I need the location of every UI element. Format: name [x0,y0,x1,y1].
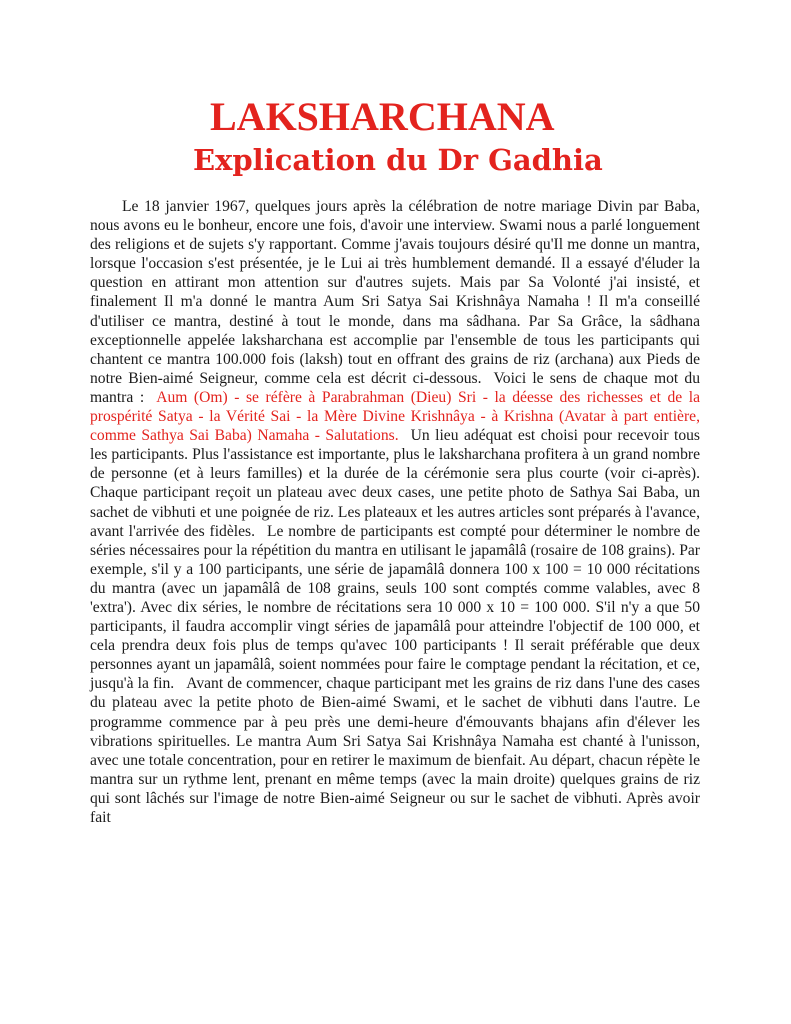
body-text [90,197,700,827]
paragraph-4: Le nombre de participants est compté pour déterminer le nombre de séries nécessaires pour la répétition du mantra en utilisant le japamâlâ (rosaire de 108 grains). Par exemple, s'il y a 100 participants, une série de japamâlâ donnera 100 x 100 = 10 000 récitations du mantra (avec un japamâlâ de 108 grains, seuls 100 sont comptés comme valables, avec 8 'extra'). Avec dix séries, le nombre de récitations sera 10 000 x 10 = 100 000. S'il n'y a que 50 participants, il faudra accomplir vingt séries de japamâlâ pour atteindre l'objectif de 100 000, et cela prendra deux fois plus de temps qu'avec 100 participants ! Il serait préférable que deux personnes ayant un japamâlâ, soient nommées pour faire le comptage pendant la récitation, et ce, jusqu'à la fin. [90,522,700,693]
paragraph-1: Le 18 janvier 1967, quelques jours après la célébration de notre mariage Divin par Baba, nous avons eu le bonheur, encore une fois, d'avoir une interview. Swami nous a parlé longuement des religions et de sujets s'y rapportant. Comme j'avais toujours désiré qu'Il me donne un mantra, lorsque l'occasion s'est présentée, je le Lui ai très humblement demandé. Il a essayé d'éluder la question en attirant mon attention sur d'autres sujets. Mais par Sa Volonté j'ai insisté, et finalement Il m'a donné le mantra Aum Sri Satya Sai Krishnâya Namaha ! Il m'a conseillé d'utiliser ce mantra, destiné à tout le monde, dans ma sâdhana. Par Sa Grâce, la sâdhana exceptionnelle appelée laksharchana est accomplie par l'ensemble de tous les participants qui chantent ce mantra 100.000 fois (laksh) tout en offrant des grains de riz (archana) aux Pieds de notre Bien-aimé Seigneur, comme cela est décrit ci-dessous. [90,198,700,387]
mantra-meaning: Aum (Om) - se réfère à Parabrahman (Dieu) Sri - la déesse des richesses et de la prospérité Satya - la Vérité Sai - la Mère Divine Krishnâya - à Krishna (Avatar à part entière, comme Sathya Sai Baba) Namaha - Salutations. [90,388,700,445]
paragraph-5: Avant de commencer, chaque participant met les grains de riz dans l'une des cases du plateau avec la petite photo de Bien-aimé Swami, et le sachet de vibhuti dans l'autre. Le programme commence par à peu près une demi-heure d'émouvants bhajans afin d'élever les vibrations spirituelles. Le mantra Aum Sri Satya Sai Krishnâya Namaha est chanté à l'unisson, avec une totale concentration, pour en retirer le maximum de bienfait. Au départ, chacun répète le mantra sur un rythme lent, prenant en même temps (avec la main droite) quelques grains de riz qui sont lâchés sur l'image de notre Bien-aimé Seigneur ou sur le sachet de vibhuti. Après avoir fait [90,675,701,826]
paragraph-3: Un lieu adéquat est choisi pour recevoir tous les participants. Plus l'assistance est importante, plus le laksharchana profitera à un grand nombre de personne (et à leurs familles) et la durée de la cérémonie sera plus courte (voir ci-après). Chaque participant reçoit un plateau avec deux cases, une petite photo de Sathya Sai Baba, un sachet de vibhuti et une poignée de riz. Les plateaux et les autres articles sont préparés à l'avance, avant l'arrivée des fidèles. [90,427,700,540]
document-title: LAKSHARCHANA [210,94,555,139]
paragraph-2-intro: Voici le sens de chaque mot du mantra : [90,369,700,406]
document-subtitle: Explication du Dr Gadhia [193,143,603,177]
